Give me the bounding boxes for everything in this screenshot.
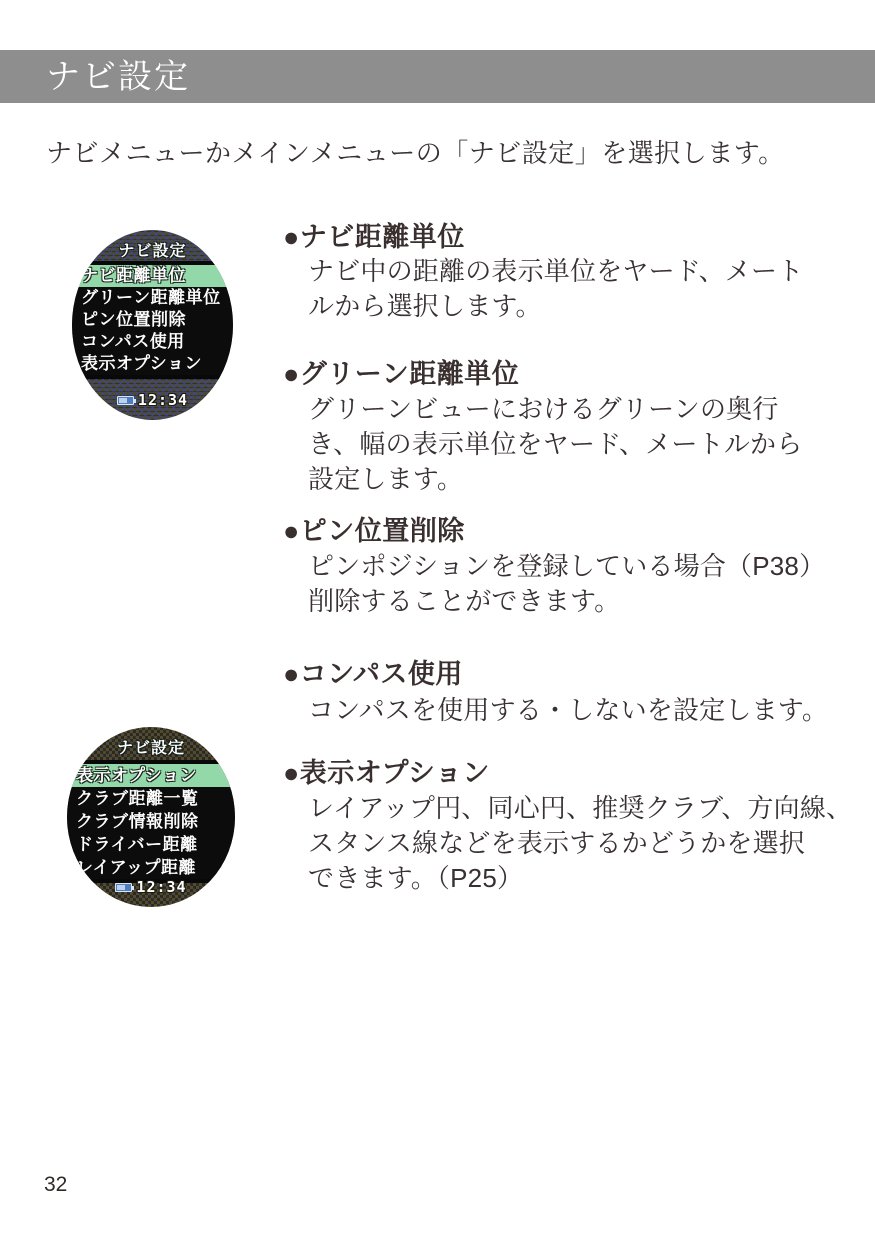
body-line: き、幅の表示単位をヤード、メートルから: [308, 429, 803, 459]
page-number: 32: [44, 1173, 68, 1196]
intro-text: ナビメニューかメインメニューの「ナビ設定」を選択します。: [46, 138, 785, 168]
watch-clock: 12:34: [137, 391, 189, 409]
body-line: コンパスを使用する・しないを設定します。: [308, 695, 829, 725]
body-line: グリーンビューにおけるグリーンの奥行: [308, 394, 779, 424]
section-body: [308, 693, 853, 728]
section-heading-compass-use: ●コンパス使用: [283, 659, 463, 689]
battery-icon: [115, 883, 132, 892]
body-line: スタンス線などを表示するかどうかを選択: [308, 828, 806, 858]
body-line: ピンポジションを登録している場合（P38）: [308, 551, 826, 581]
section-heading-nav-distance-unit: ●ナビ距離単位: [283, 222, 465, 252]
body-line: ナビ中の距離の表示単位をヤード、メート: [308, 256, 804, 286]
watch-menu: [72, 261, 233, 379]
menu-item: コンパス使用: [72, 331, 233, 353]
section-body: [308, 791, 853, 896]
menu-item-selected: ナビ距離単位: [72, 265, 233, 287]
section-body: [308, 254, 853, 324]
watch-screen-title: ナビ設定: [118, 243, 187, 260]
body-line: ルから選択します。: [308, 291, 542, 321]
menu-item-selected: 表示オプション: [67, 764, 235, 787]
section-heading-pin-position-delete: ●ピン位置削除: [283, 516, 465, 546]
watch-screenshot-nav-settings-1: [72, 230, 233, 420]
menu-item: ドライバー距離: [67, 833, 235, 856]
section-heading-display-options: ●表示オプション: [283, 758, 490, 788]
menu-item: 表示オプション: [72, 353, 233, 375]
menu-item: グリーン距離単位: [72, 287, 233, 309]
watch-screen-title: ナビ設定: [116, 740, 185, 757]
menu-item: レイアップ距離: [67, 856, 235, 879]
page-title: ナビ設定: [46, 57, 190, 96]
watch-clock: 12:34: [136, 878, 187, 896]
section-body: [308, 549, 853, 619]
body-line: 削除することができます。: [308, 586, 621, 616]
section-heading-green-distance-unit: ●グリーン距離単位: [283, 359, 520, 389]
header-bar: [0, 50, 875, 103]
menu-item: クラブ距離一覧: [67, 787, 235, 810]
body-line: レイアップ円、同心円、推奨クラブ、方向線、: [308, 793, 853, 823]
section-body: [308, 392, 853, 497]
menu-item: ピン位置削除: [72, 309, 233, 331]
body-line: できます。（P25）: [308, 863, 524, 893]
watch-statusbar: [67, 878, 235, 896]
menu-item: クラブ情報削除: [67, 810, 235, 833]
body-line: 設定します。: [308, 464, 464, 494]
watch-screenshot-nav-settings-2: [67, 727, 235, 907]
battery-icon: [117, 396, 134, 405]
watch-statusbar: [72, 391, 233, 409]
watch-menu: [67, 760, 235, 883]
